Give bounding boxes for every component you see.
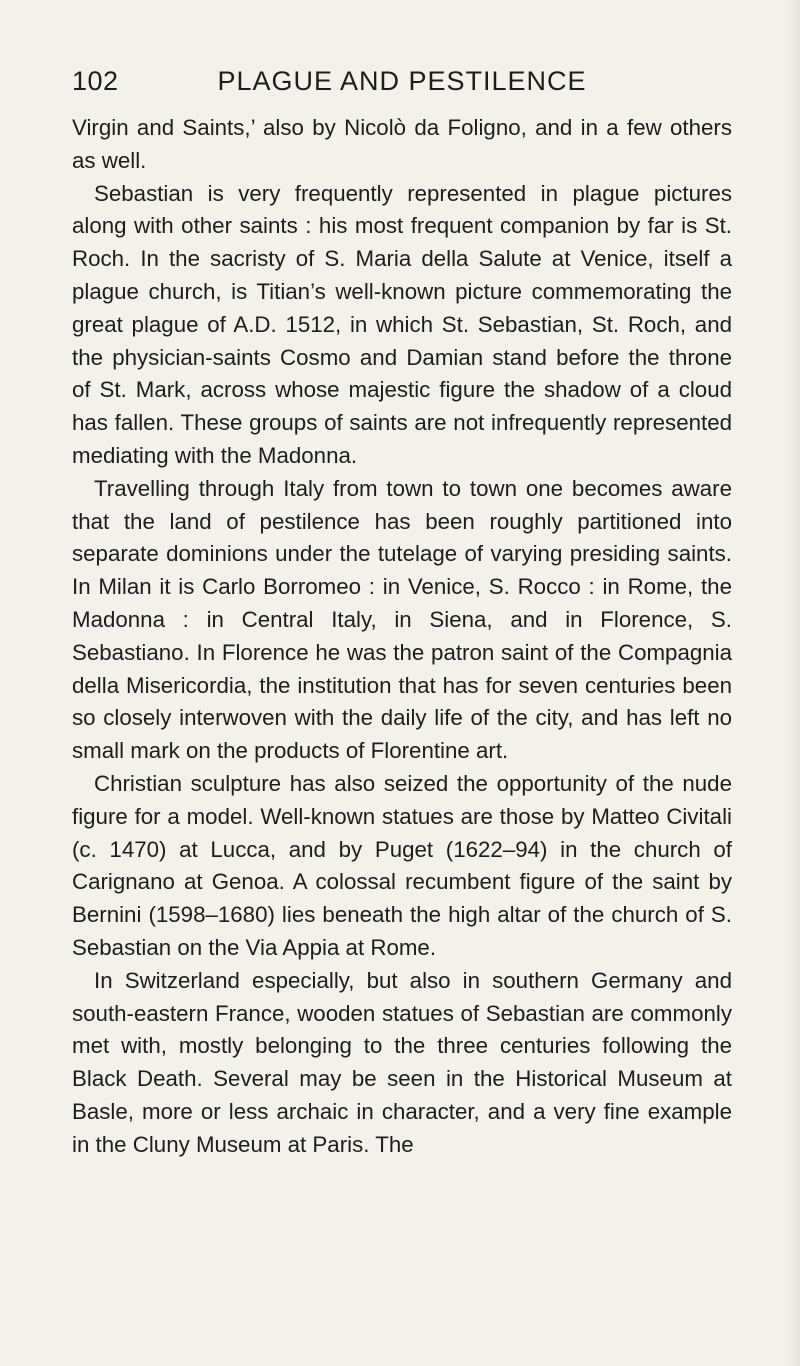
paragraph-3: Travelling through Italy from town to town one becomes aware that the land of pestilence has been roughly partitioned into separate dominions under the tutelage of varying presiding saints. In Milan it is Carlo Borromeo : in Venice, S. Rocco : in Rome, the Madonna : in Central Italy, in Siena, and in Florence, S. Sebastiano. In Florence he was the patron saint of the Compagnia della Misericordia, the institution that has for seven centuries been so closely interwoven with the daily life of the city, and has left no small mark on the products of Florentine art. (72, 475, 732, 764)
paragraph-1: Virgin and Saints,’ also by Nicolò da Foligno, and in a few others as well. (72, 115, 732, 173)
page-header (72, 66, 732, 106)
paragraph-2: Sebastian is very frequently represented in plague pictures along with other saints : his most frequent companion by far is St. Roch. In the sacristy of S. Maria della Salute at Venice, itself a plague church, is Titian’s well-known picture commemorating the great plague of A.D. 1512, in which St. Sebastian, St. Roch, and the physician-saints Cosmo and Damian stand before the throne of St. Mark, across whose majestic figure the shadow of a cloud has fallen. These groups of saints are not infrequently represented mediating with the Madonna. (72, 180, 732, 468)
body-text (72, 112, 732, 1162)
paragraph-5: In Switzerland especially, but also in southern Germany and south-eastern France, wooden statues of Sebastian are commonly met with, mostly belonging to the three centuries following the Black Death. Several may be seen in the Historical Museum at Basle, more or less archaic in character, and a very fine example in the Cluny Museum at Paris. The (72, 967, 732, 1157)
page-number: 102 (72, 66, 119, 96)
paragraph-4: Christian sculpture has also seized the opportunity of the nude figure for a model. Well-known statues are those by Matteo Civitali (c. 1470) at Lucca, and by Puget (1622–94) in the church of Carignano at Genoa. A colossal recumbent figure of the saint by Bernini (1598–1680) lies beneath the high altar of the church of S. Sebastian on the Via Appia at Rome. (72, 770, 732, 960)
page-edge-shadow (786, 0, 800, 1366)
running-title: PLAGUE AND PESTILENCE (217, 66, 587, 96)
